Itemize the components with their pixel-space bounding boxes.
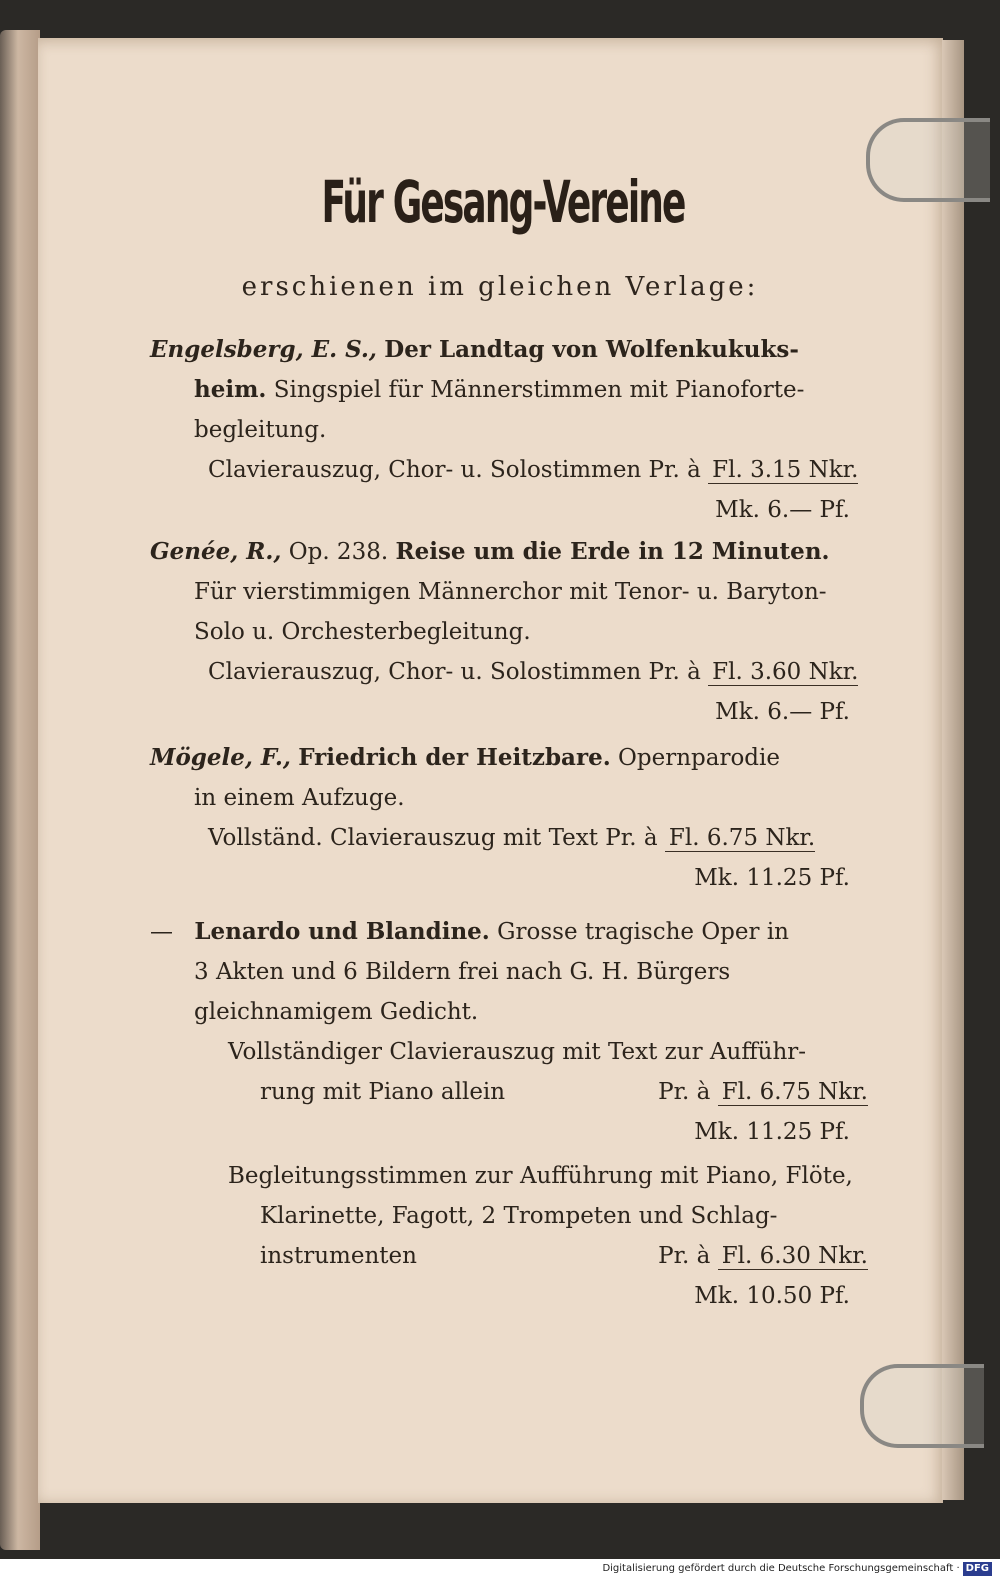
price-florin: Fl. 3.60 Nkr. (708, 659, 858, 686)
entry-work-title: Reise um die Erde in 12 Minuten. (395, 538, 830, 565)
clip-holder-top (866, 118, 990, 202)
entry-edition-2-cont2: instrumenten (260, 1243, 417, 1269)
entry-opus: Op. 238. (288, 539, 389, 565)
book-left-edge (0, 30, 40, 1550)
entry-description-cont: begleitung. (194, 417, 327, 443)
price-mark: Mk. 10.50 Pf. (694, 1283, 850, 1309)
page-title: Für Gesang-Vereine (321, 168, 685, 236)
entry-description: Grosse tragische Oper in (497, 919, 789, 945)
entry-description: Für vierstimmigen Männerchor mit Tenor- u. Baryton- (194, 579, 827, 605)
entry-author: Mögele, F., (150, 744, 291, 771)
catalog-entry-lenardo (150, 912, 868, 1316)
catalog-entry-genee (150, 532, 868, 732)
catalog-entry-moegele (150, 738, 868, 898)
entry-work-title: Lenardo und Blandine. (194, 918, 490, 945)
footer-text: Digitalisierung gefördert durch die Deutsche Forschungsgemeinschaft · (602, 1563, 960, 1574)
dfg-logo: DFG (963, 1562, 992, 1576)
entry-description-cont2: gleichnamigem Gedicht. (194, 999, 479, 1025)
entry-edition-1-cont: rung mit Piano allein (260, 1079, 506, 1105)
entry-edition: Clavierauszug, Chor- u. Solostimmen Pr. à (208, 659, 701, 685)
entry-description: Opernparodie (618, 745, 780, 771)
entry-work-title: Friedrich der Heitzbare. (298, 744, 611, 771)
entry-author: Engelsberg, E. S., (150, 336, 377, 363)
entry-work-title: Der Landtag von Wolfenkukuks- (384, 336, 799, 363)
entry-description-cont: Solo u. Orchesterbegleitung. (194, 619, 531, 645)
price-florin: Fl. 6.30 Nkr. (718, 1243, 868, 1270)
entry-work-title-cont: heim. (194, 376, 267, 403)
price-mark: Mk. 6.— Pf. (715, 699, 850, 725)
entry-description: Singspiel für Männerstimmen mit Pianoforte- (273, 377, 805, 403)
entry-ditto-dash: — (150, 919, 173, 945)
price-mark: Mk. 11.25 Pf. (694, 865, 850, 891)
price-florin: Fl. 3.15 Nkr. (708, 457, 858, 484)
entry-description-cont: 3 Akten und 6 Bildern frei nach G. H. Bürgers (194, 959, 731, 985)
price-prefix: Pr. à (658, 1243, 711, 1269)
entry-edition: Clavierauszug, Chor- u. Solostimmen Pr. à (208, 457, 701, 483)
entry-edition-2: Begleitungsstimmen zur Aufführung mit Piano, Flöte, (228, 1163, 853, 1189)
entry-author: Genée, R., (150, 538, 282, 565)
entry-edition-1: Vollständiger Clavierauszug mit Text zur Aufführ- (228, 1039, 807, 1065)
price-prefix: Pr. à (658, 1079, 711, 1105)
clip-holder-bottom (860, 1364, 984, 1448)
catalog-entry-engelsberg (150, 330, 868, 530)
entry-edition-2-cont: Klarinette, Fagott, 2 Trompeten und Schlag- (260, 1203, 778, 1229)
price-florin: Fl. 6.75 Nkr. (718, 1079, 868, 1106)
price-florin: Fl. 6.75 Nkr. (665, 825, 815, 852)
price-mark: Mk. 11.25 Pf. (694, 1119, 850, 1145)
page-subtitle: erschienen im gleichen Verlage: (241, 272, 759, 302)
digitization-footer (0, 1559, 1000, 1579)
page-right-edge (942, 40, 964, 1500)
entry-edition: Vollständ. Clavierauszug mit Text Pr. à (208, 825, 658, 851)
price-mark: Mk. 6.— Pf. (715, 497, 850, 523)
entry-description-cont: in einem Aufzuge. (194, 785, 405, 811)
